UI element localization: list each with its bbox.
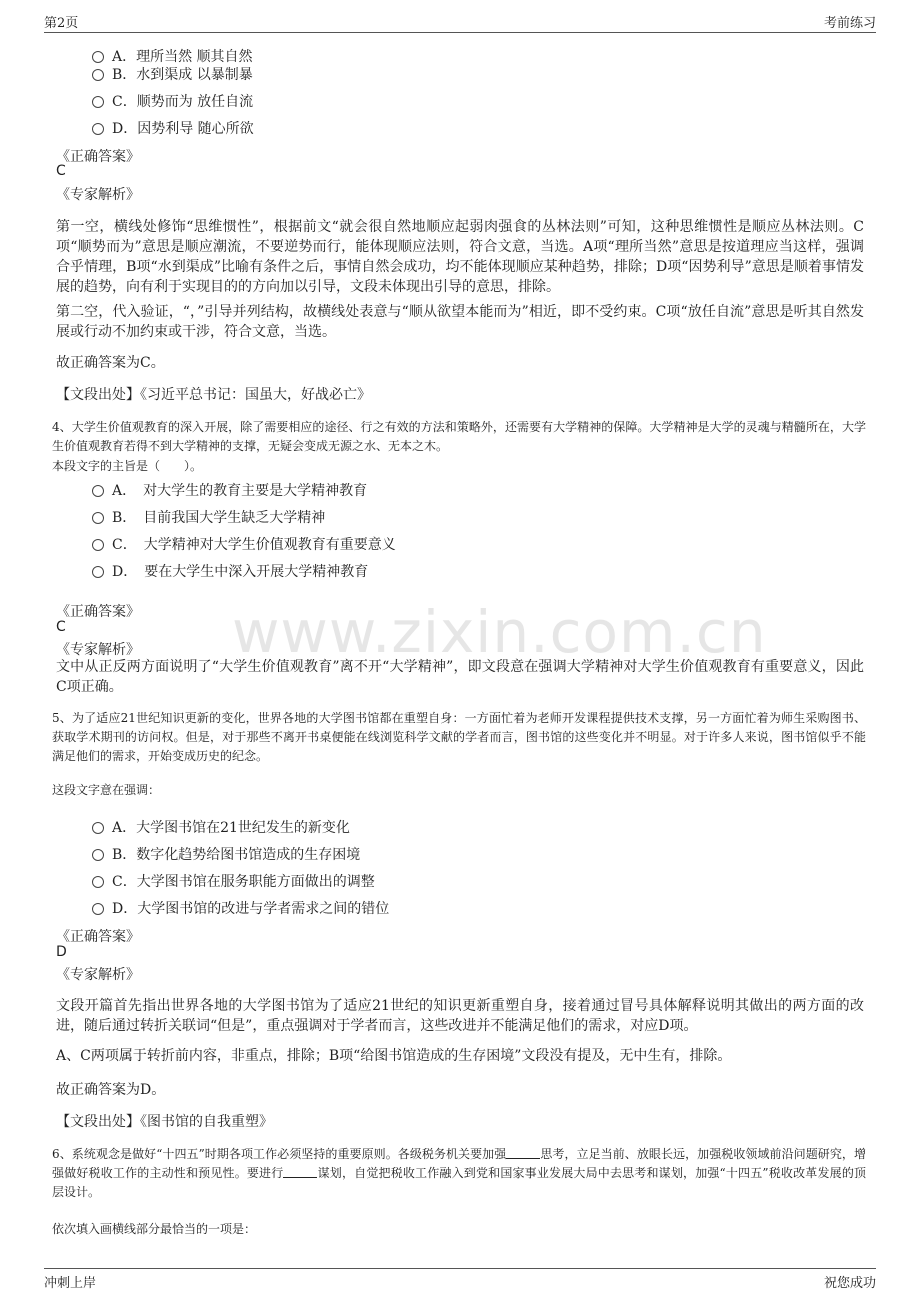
answer-value: C	[56, 619, 66, 635]
q3-option-a[interactable]: A．理所当然 顺其自然	[92, 46, 253, 66]
question-stem: 5、为了适应21世纪知识更新的变化，世界各地的大学图书馆都在重塑自身：一方面忙着为老师开发课程提供技术支撑，另一方面忙着为师生采购图书、获取学术期刊的访问权。但是，对于那些不离开书桌便能在线浏览科学文献的学者而言，图书馆的这些变化并不明显。对于许多人来说，图书馆似乎不能满足他们的需求，开始变成历史的纪念。	[52, 711, 866, 763]
analysis-label: 《专家解析》	[56, 967, 140, 983]
page-footer	[44, 1268, 876, 1291]
source-citation: 【文段出处】《图书馆的自我重塑》	[56, 1114, 273, 1130]
question-prompt: 依次填入画横线部分最恰当的一项是：	[52, 1222, 257, 1236]
radio-icon[interactable]	[92, 485, 104, 497]
question-prompt: 本段文字的主旨是（ ）。	[52, 459, 203, 473]
q3-option-c[interactable]: C．顺势而为 放任自流	[92, 91, 253, 111]
q5-option-c[interactable]: C．大学图书馆在服务职能方面做出的调整	[92, 871, 375, 891]
page-header	[44, 10, 876, 33]
answer-value: D	[56, 944, 67, 960]
answer-label: 《正确答案》	[56, 149, 140, 165]
radio-icon[interactable]	[92, 876, 104, 888]
source-citation: 【文段出处】《习近平总书记：国虽大，好战必亡》	[56, 387, 371, 403]
analysis-label: 《专家解析》	[56, 187, 140, 203]
radio-icon[interactable]	[92, 566, 104, 578]
q5-option-a[interactable]: A．大学图书馆在21世纪发生的新变化	[92, 817, 350, 837]
analysis-paragraph: 第二空，代入验证，“，”引导并列结构，故横线处表意与“顺从欲望本能而为”相近，即不受约束。C项“放任自流”意思是听其自然发展或行动不加约束或干涉，符合文意，当选。	[56, 304, 864, 340]
analysis-paragraph: A、C两项属于转折前内容，非重点，排除；B项“给图书馆造成的生存困境”文段没有提及，无中生有，排除。	[56, 1048, 732, 1064]
analysis-paragraph: 文段开篇首先指出世界各地的大学图书馆为了适应21世纪的知识更新重塑自身，接着通过冒号具体解释说明其做出的两方面的改进，随后通过转折关联词“但是”，重点强调对于学者而言，这些改进并不能满足他们的需求，对应D项。	[56, 998, 864, 1034]
watermark: www.zixin.com.cn	[232, 598, 767, 666]
fill-blank	[506, 1146, 540, 1159]
radio-icon[interactable]	[92, 539, 104, 551]
q5-option-b[interactable]: B．数字化趋势给图书馆造成的生存困境	[92, 844, 360, 864]
question-stem: 4、大学生价值观教育的深入开展，除了需要相应的途径、行之有效的方法和策略外，还需要有大学精神的保障。大学精神是大学的灵魂与精髓所在，大学生价值观教育若得不到大学精神的支撑，无疑会变成无源之水、无本之木。	[52, 420, 866, 453]
footer-left: 冲刺上岸	[44, 1276, 97, 1291]
fill-blank	[283, 1165, 317, 1178]
answer-label: 《正确答案》	[56, 929, 140, 945]
q3-option-d[interactable]: D．因势利导 随心所欲	[92, 118, 254, 138]
radio-icon[interactable]	[92, 96, 104, 108]
q4-option-d[interactable]: D． 要在大学生中深入开展大学精神教育	[92, 561, 368, 581]
analysis-label: 《专家解析》	[56, 642, 140, 658]
q4-option-b[interactable]: B． 目前我国大学生缺乏大学精神	[92, 507, 325, 527]
q4-option-a[interactable]: A． 对大学生的教育主要是大学精神教育	[92, 480, 367, 500]
radio-icon[interactable]	[92, 849, 104, 861]
q4-option-c[interactable]: C． 大学精神对大学生价值观教育有重要意义	[92, 534, 396, 554]
analysis-paragraph: 文中从正反两方面说明了“大学生价值观教育”离不开“大学精神”，即文段意在强调大学精神对大学生价值观教育有重要意义，因此C项正确。	[56, 659, 864, 695]
conclusion: 故正确答案为C。	[56, 355, 165, 371]
q3-option-b[interactable]: B．水到渠成 以暴制暴	[92, 64, 253, 84]
radio-icon[interactable]	[92, 512, 104, 524]
analysis-paragraph: 第一空，横线处修饰“思维惯性”，根据前文“就会很自然地顺应起弱肉强食的丛林法则”可知，这种思维惯性是顺应丛林法则。C项“顺势而为”意思是顺应潮流，不要逆势而行，能体现顺应法则，符合文意，当选。A项“理所当然”意思是按道理应当这样，强调合乎情理，B项“水到渠成”比喻有条件之后，事情自然会成功，均不能体现顺应某种趋势，排除；D项“因势利导”意思是顺着事情发展的趋势，向有利于实现目的的方向加以引导，文段未体现出引导的意思，排除。	[56, 219, 864, 295]
question-stem: 6、系统观念是做好“十四五”时期各项工作必须坚持的重要原则。各级税务机关要加强 思考，立足当前、放眼长远，加强税收领域前沿问题研究，增强做好税收工作的主动性和预见性。要进行 谋划，自觉把税收工作融入到党和国家事业发展大局中去思考和谋划，加强“十四五”税收改革发展的顶层设计。	[52, 1147, 866, 1199]
q5-option-d[interactable]: D．大学图书馆的改进与学者需求之间的错位	[92, 898, 389, 918]
page-number: 第2页	[44, 16, 79, 31]
footer-right: 祝您成功	[823, 1276, 876, 1291]
question-prompt: 这段文字意在强调：	[52, 783, 161, 797]
radio-icon[interactable]	[92, 822, 104, 834]
radio-icon[interactable]	[92, 51, 104, 63]
radio-icon[interactable]	[92, 123, 104, 135]
radio-icon[interactable]	[92, 69, 104, 81]
header-title: 考前练习	[823, 16, 876, 31]
radio-icon[interactable]	[92, 903, 104, 915]
answer-value: C	[56, 163, 66, 179]
conclusion: 故正确答案为D。	[56, 1082, 166, 1098]
answer-label: 《正确答案》	[56, 604, 140, 620]
